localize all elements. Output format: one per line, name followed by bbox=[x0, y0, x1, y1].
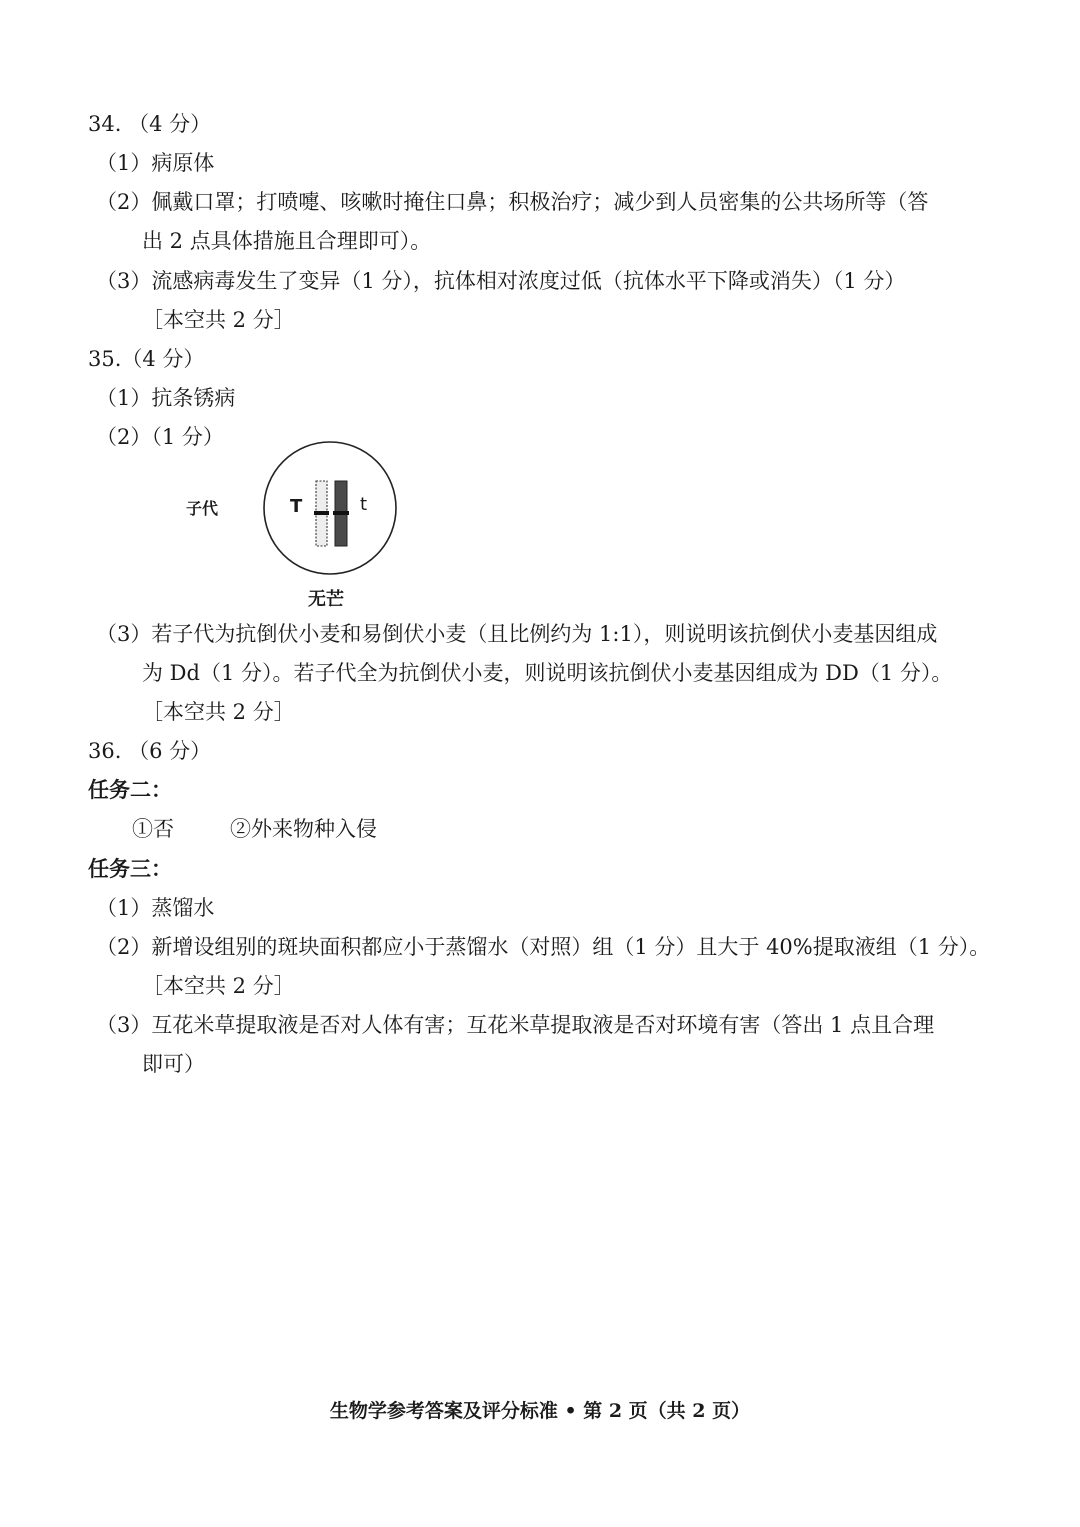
q34-title: 34. （4 分） bbox=[88, 112, 212, 136]
q35-title: 35.（4 分） bbox=[88, 347, 205, 371]
allele-label-recessive: t bbox=[360, 494, 368, 515]
chromosome-diagram bbox=[180, 440, 420, 615]
q34-answer-2-line1: （2）佩戴口罩；打喷嚏、咳嗽时掩住口鼻；积极治疗；减少到人员密集的公共场所等（答 bbox=[96, 190, 929, 214]
page-footer: 生物学参考答案及评分标准 • 第 2 页（共 2 页） bbox=[329, 1400, 751, 1422]
q35-answer-2: （2）（1 分） bbox=[96, 425, 224, 449]
task2-heading: 任务二： bbox=[88, 777, 172, 802]
q34-answer-1: （1）病原体 bbox=[96, 151, 215, 175]
task2-option-1: ①否 bbox=[132, 817, 174, 841]
task2-option-2: ②外来物种入侵 bbox=[230, 817, 377, 841]
q36-title: 36. （6 分） bbox=[88, 739, 212, 763]
cell-svg bbox=[180, 440, 420, 615]
q34-score-note: ［本空共 2 分］ bbox=[142, 308, 295, 332]
allele-label-dominant: T bbox=[290, 496, 303, 517]
cell-circle bbox=[264, 442, 396, 574]
gene-locus-right bbox=[333, 511, 349, 515]
q36-answer-1: （1）蒸馏水 bbox=[96, 896, 215, 920]
offspring-label: 子代 bbox=[186, 499, 219, 518]
q35-score-note: ［本空共 2 分］ bbox=[142, 700, 295, 724]
q35-answer-1: （1）抗条锈病 bbox=[96, 386, 236, 410]
q36-answer-3-line2: 即可） bbox=[142, 1052, 205, 1076]
task3-heading: 任务三： bbox=[88, 856, 172, 881]
q36-score-note: ［本空共 2 分］ bbox=[142, 974, 295, 998]
q35-answer-3-line1: （3）若子代为抗倒伏小麦和易倒伏小麦（且比例约为 1:1），则说明该抗倒伏小麦基因组成 bbox=[96, 622, 938, 646]
gene-locus-left bbox=[314, 511, 329, 515]
q34-answer-3-line1: （3）流感病毒发生了变异（1 分），抗体相对浓度过低（抗体水平下降或消失）（1 分） bbox=[96, 269, 906, 293]
q36-answer-3-line1: （3）互花米草提取液是否对人体有害；互花米草提取液是否对环境有害（答出 1 点且合理 bbox=[96, 1013, 935, 1037]
q34-answer-2-line2: 出 2 点具体措施且合理即可）。 bbox=[142, 229, 432, 253]
q35-answer-3-line2: 为 Dd（1 分）。若子代全为抗倒伏小麦，则说明该抗倒伏小麦基因组成为 DD（1 分）。 bbox=[142, 661, 953, 685]
diagram-caption: 无芒 bbox=[308, 589, 344, 610]
q36-answer-2-line1: （2）新增设组别的斑块面积都应小于蒸馏水（对照）组（1 分）且大于 40%提取液组（1 分）。 bbox=[96, 935, 991, 959]
